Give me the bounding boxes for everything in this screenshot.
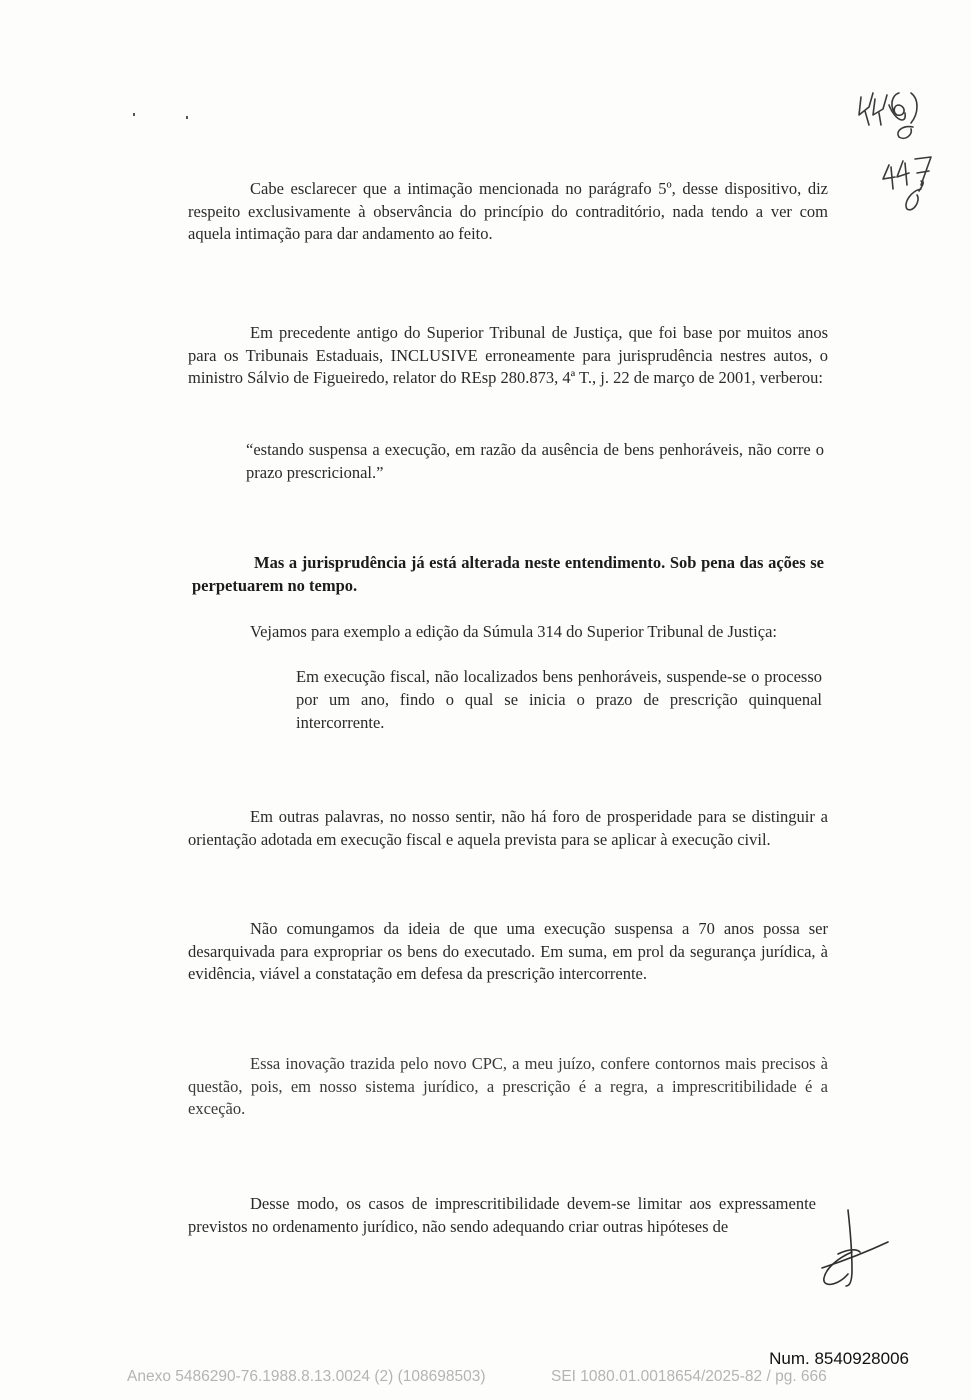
paragraph-suspended-execution: Não comungamos da ideia de que uma execução suspensa a 70 anos possa ser desarquivada para expropriar os bens do executado. Em suma, em prol da segurança jurídica, à evidência, viável a constatação em defesa da prescrição intercorrente.: [188, 919, 828, 983]
sei-page-reference: SEI 1080.01.0018654/2025-82 / pg. 666: [551, 1368, 827, 1385]
annex-reference: Anexo 5486290-76.1988.8.13.0024 (2) (108698503): [127, 1368, 486, 1385]
svg-text:446: 446: [855, 85, 857, 86]
document-number: Num. 8540928006: [769, 1349, 909, 1368]
paragraph-precedent: Em precedente antigo do Superior Tribunal de Justiça, que foi base por muitos anos para os Tribunais Estaduais, INCLUSIVE erroneamente para jurisprudência nestres autos, o ministro Sálvio de Figueiredo, relator do REsp 280.873, 4ª T., j. 22 de março de 2001, verberou:: [188, 323, 828, 387]
scan-speck: [133, 113, 135, 116]
paragraph-intimation: Cabe esclarecer que a intimação mencionada no parágrafo 5º, desse dispositivo, diz respeito exclusivamente à observância do princípio do contraditório, nada tendo a ver com aquela intimação para dar andamento ao feito.: [188, 179, 828, 243]
paragraph-sumula-intro: Vejamos para exemplo a edição da Súmula 314 do Superior Tribunal de Justiça:: [250, 622, 777, 641]
quote-sumula-314: Em execução fiscal, não localizados bens penhoráveis, suspende-se o processo por um ano, findo o qual se inicia o prazo de prescrição quinquenal intercorrente.: [296, 667, 822, 732]
paragraph-jurisprudence-changed: Mas a jurisprudência já está alterada neste entendimento. Sob pena das ações se perpetuarem no tempo.: [192, 553, 824, 595]
scan-speck: [186, 116, 188, 119]
quote-precedent: “estando suspensa a execução, em razão da ausência de bens penhoráveis, não corre o prazo prescricional.”: [246, 440, 824, 482]
handwritten-page-number-stamp: [855, 85, 945, 215]
paragraph-other-words: Em outras palavras, no nosso sentir, não há foro de prosperidade para se distinguir a orientação adotada em execução fiscal e aquela prevista para se aplicar à execução civil.: [188, 807, 828, 849]
handwritten-signature: [808, 1208, 898, 1294]
paragraph-imprescriptibility: Desse modo, os casos de imprescritibilidade devem-se limitar aos expressamente previstos no ordenamento jurídico, não sendo adequando criar outras hipóteses de: [188, 1194, 816, 1236]
paragraph-new-cpc: Essa inovação trazida pelo novo CPC, a meu juízo, confere contornos mais precisos à questão, pois, em nosso sistema jurídico, a prescrição é a regra, a imprescritibilidade é a exceção.: [188, 1054, 828, 1118]
